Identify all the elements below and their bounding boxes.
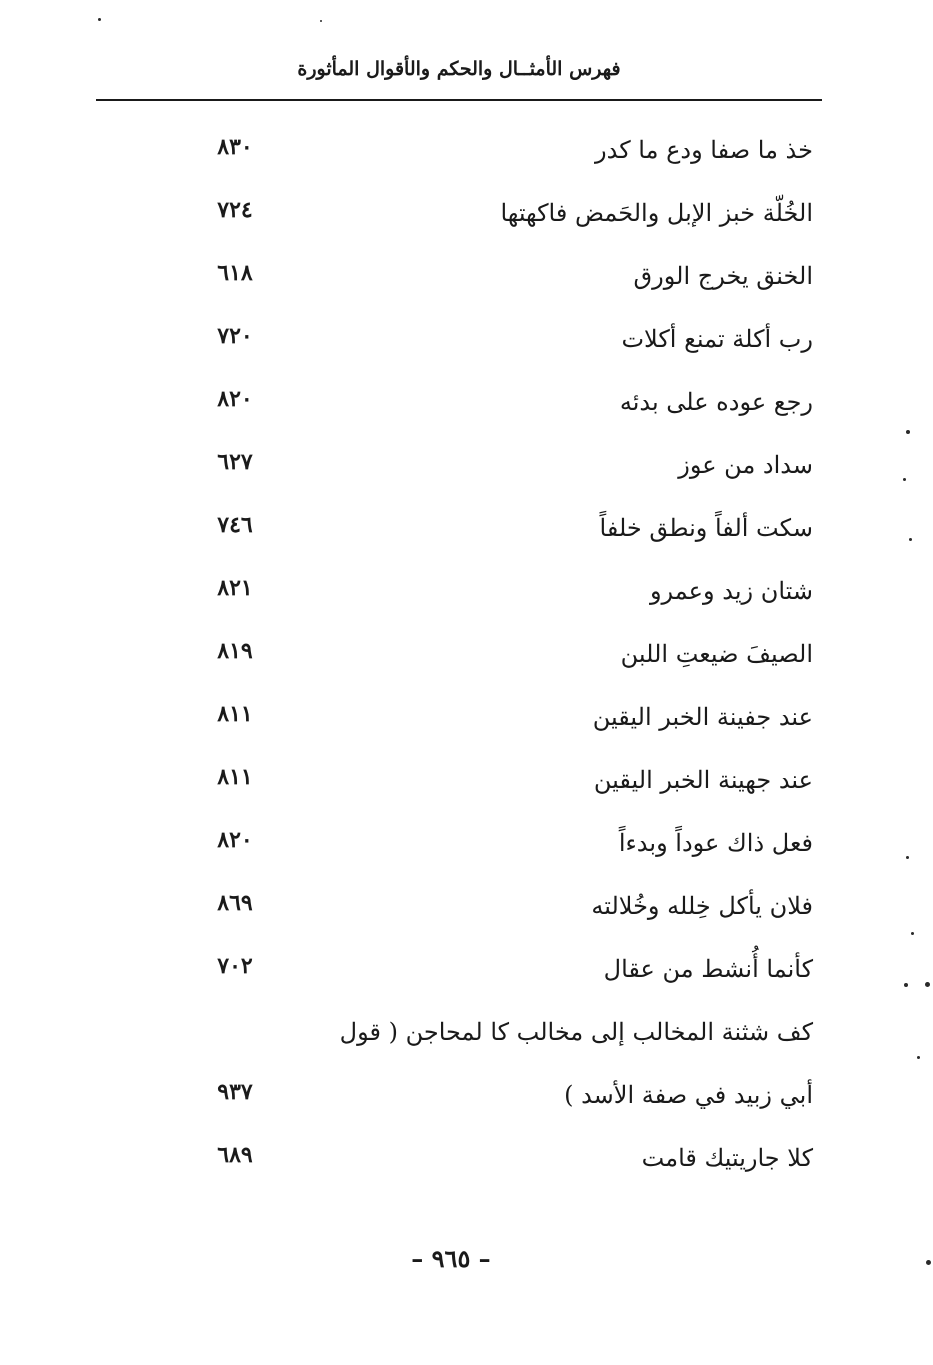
page-reference: ٨٣٠ <box>217 134 253 160</box>
scan-speck <box>925 982 930 987</box>
page-reference: ٨٦٩ <box>217 890 253 916</box>
proverb-text: سداد من عوز <box>678 451 813 479</box>
proverb-text: سكت ألفاً ونطق خلفاً <box>599 514 813 542</box>
running-header: فهرس الأمثــال والحكم والأقوال المأثورة <box>297 58 621 80</box>
index-entry <box>0 1008 933 1071</box>
index-entry <box>0 504 933 567</box>
scan-speck <box>917 1056 920 1059</box>
proverb-text: شتان زيد وعمرو <box>649 577 813 605</box>
page-reference: ٨٢٠ <box>217 386 253 412</box>
index-entry <box>0 126 933 189</box>
proverb-text: عند جفينة الخبر اليقين <box>592 703 813 731</box>
proverb-text: فعل ذاك عوداً وبدءاً <box>618 829 813 857</box>
page-reference: ٦٢٧ <box>217 449 253 475</box>
scan-speck <box>904 983 908 987</box>
index-entry <box>0 756 933 819</box>
page-reference: ٧٠٢ <box>217 953 253 979</box>
proverb-text: كلا جاريتيك قامت <box>641 1144 813 1172</box>
proverb-text: فلان يأكل خِلله وخُلالته <box>591 892 813 920</box>
page-reference: ٧٢٤ <box>217 197 253 223</box>
scan-speck <box>911 932 914 935</box>
index-entry <box>0 630 933 693</box>
proverb-text: خذ ما صفا ودع ما كدر <box>595 136 813 164</box>
index-entry <box>0 1071 933 1134</box>
index-entry <box>0 567 933 630</box>
page-reference: ٦١٨ <box>217 260 253 286</box>
page-reference: ٩٣٧ <box>217 1079 253 1105</box>
header-rule <box>96 99 822 101</box>
page-reference: ٨١١ <box>217 764 253 790</box>
scan-speck <box>98 18 101 21</box>
page-number: – ٩٦٥ – <box>411 1244 491 1273</box>
proverb-text: رب أكلة تمنع أكلات <box>621 325 813 353</box>
proverb-text: عند جهينة الخبر اليقين <box>593 766 813 794</box>
index-entry <box>0 252 933 315</box>
index-entry <box>0 693 933 756</box>
index-entry <box>0 882 933 945</box>
proverb-text: الخُلّة خبز الإبل والحَمض فاكهتها <box>500 199 813 227</box>
scan-speck <box>906 856 909 859</box>
index-entry <box>0 315 933 378</box>
proverb-text: الخنق يخرج الورق <box>633 262 813 290</box>
scan-speck <box>909 538 912 541</box>
scan-speck <box>320 20 322 22</box>
proverb-text: الصيفَ ضيعتِ اللبن <box>620 640 813 668</box>
proverb-text: كأنما أُنشط من عقال <box>603 955 813 983</box>
index-entry <box>0 945 933 1008</box>
page-reference: ٧٤٦ <box>217 512 253 538</box>
scan-speck <box>906 430 910 434</box>
index-entry <box>0 189 933 252</box>
proverb-text: كف شثنة المخالب إلى مخالب كا لمحاجن ( قول <box>339 1018 813 1046</box>
index-entry <box>0 819 933 882</box>
scan-speck <box>926 1260 931 1265</box>
page-reference: ٨١١ <box>217 701 253 727</box>
index-entry <box>0 378 933 441</box>
page-reference: ٨١٩ <box>217 638 253 664</box>
index-entry <box>0 441 933 504</box>
page-reference: ٨٢٠ <box>217 827 253 853</box>
proverb-text: رجع عوده على بدئه <box>619 388 813 416</box>
index-list <box>0 126 933 1197</box>
index-entry <box>0 1134 933 1197</box>
page-reference: ٨٢١ <box>217 575 253 601</box>
proverb-text: أبي زبيد في صفة الأسد ) <box>564 1081 813 1109</box>
page-reference: ٧٢٠ <box>217 323 253 349</box>
scan-speck <box>903 478 906 481</box>
page-reference: ٦٨٩ <box>217 1142 253 1168</box>
